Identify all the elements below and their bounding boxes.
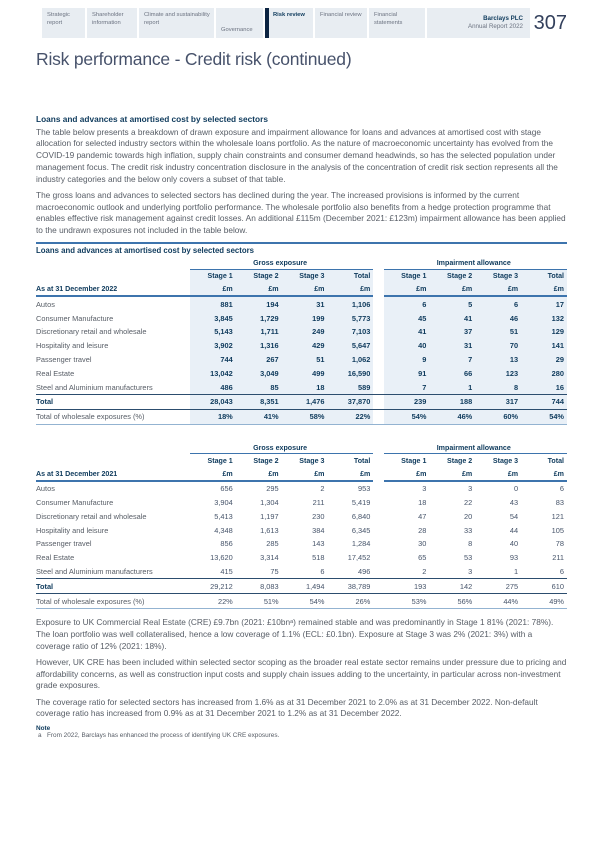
cell-value: 18 [418,498,427,508]
cell-value: 211 [552,553,564,563]
cell-value: 41% [236,409,282,424]
row-label: Passenger travel [36,355,92,364]
gutter-cell [373,467,383,481]
cell-value: 8,083 [236,579,282,594]
gutter-cell [373,454,383,467]
footnote-item [36,732,567,739]
gutter-cell [373,510,383,524]
cell-value: 16 [521,380,567,394]
cell-value: 2 [422,567,427,577]
cell-value: 6 [384,296,430,311]
table-row [36,339,567,353]
table-row [36,565,567,579]
cell-value: 744 [521,394,567,409]
cell-value: 54 [509,511,519,521]
col-header-stage-2: Stage 2 [236,269,282,282]
cell-value: 8 [468,539,473,549]
cell-value: 22% [327,409,373,424]
cell-value: 17 [521,296,567,311]
row-label: Total [36,394,190,409]
cell-value: 49% [521,594,567,609]
cell-value: 60% [475,409,521,424]
table-row [36,409,567,424]
cell-value: 29 [521,353,567,367]
col-header-stage-3: Stage 3 [492,456,519,465]
cell-value: 45 [384,311,430,325]
cell-value: 280 [521,366,567,380]
gutter-cell [373,296,383,311]
cell-value: 4,348 [214,525,233,535]
gutter-cell [373,481,383,496]
cell-value: 129 [521,325,567,339]
gutter-cell [373,565,383,579]
brand-name: Barclays PLC [483,14,523,22]
intro-paragraph-1: The table below presents a breakdown of drawn exposure and impairment allowance for loans and advances at amortised cost with stage allocation for selected industry sectors within the wholesale loans portfolio. As the nature of macroeconomic uncertainty has evolved from the COVID-19 pandemic towards high inflation, supply chain constraints and consumer demand headwinds, so has the selected population under management focus. The credit risk industry concentration disclosure in the analysis of the concentration of credit risk section represents all the industry categories and the below only covers a subset of that table. [36,126,558,184]
col-header-total: Total [521,269,567,282]
cell-value: 54% [521,409,567,424]
col-header-stage-3: Stage 3 [299,456,325,465]
cell-value: 66 [429,366,475,380]
cell-value: 51 [282,353,328,367]
cell-value: 5,143 [190,325,236,339]
closing-text [36,617,567,720]
gutter-cell [373,380,383,394]
unit-label: £m [475,467,521,481]
cell-value: 31 [282,296,328,311]
tab-strip [42,8,425,38]
unit-label: £m [327,467,373,481]
cell-value: 41 [429,311,475,325]
cell-value: 93 [509,553,519,563]
tab-bar [42,8,530,38]
table-row [36,551,567,565]
cell-value: 53 [464,553,473,563]
unit-label: £m [236,283,282,297]
tab-label: Governance [221,27,253,34]
row-label: Discretionary retail and wholesale [36,511,147,521]
cell-value: 610 [521,579,567,594]
cell-value: 6,345 [351,525,371,535]
cell-value: 58% [282,409,328,424]
tab-shareholder-information[interactable] [87,8,137,38]
cell-value: 1 [513,567,519,577]
cell-value: 1,106 [327,296,373,311]
cell-value: 415 [220,567,233,577]
cell-value: 123 [475,366,521,380]
cell-value: 5,647 [327,339,373,353]
cell-value: 54% [282,594,328,609]
col-header-total: Total [547,456,564,465]
col-header-stage-1: Stage 1 [401,456,427,465]
cell-value: 78 [555,539,564,549]
tab-label: Risk review [273,12,305,18]
cell-value: 1 [429,380,475,394]
table-spacer [36,425,567,442]
unit-label: £m [521,283,567,297]
col-header-stage-2: Stage 2 [429,269,475,282]
cell-value: 486 [190,380,236,394]
page-number: 307 [533,12,567,34]
cell-value: 5 [429,296,475,311]
cell-value: 121 [551,511,564,521]
cell-value: 230 [312,511,325,521]
cell-value: 28 [418,525,427,535]
gutter-cell [373,496,383,510]
table-row [36,325,567,339]
cell-value: 44 [509,525,519,535]
closing-paragraph-1: Exposure to UK Commercial Real Estate (CRE) £9.7bn (2021: £10bnᵃ) remained stable and was predominantly in Stage 1 81% (2021: 78%). The loan portfolio was well collateralised, hence a low coverage of 1.1% (ECL: £0.1bn). Exposure at Stage 3 was 2% (2021: 3%) with a coverage ratio of 12% (2021: 18%). [36,617,554,651]
group-header-impairment-allowance: Impairment allowance [384,442,567,454]
tab-label: Strategic report [47,12,70,26]
unit-label: £m [282,283,328,297]
cell-value: 496 [358,567,371,577]
cell-value: 54% [384,409,430,424]
col-header-stage-1: Stage 1 [207,456,233,465]
cell-value: 429 [282,339,328,353]
cell-value: 1,729 [236,311,282,325]
cell-value: 8 [475,380,521,394]
cell-value: 20 [464,511,473,521]
row-label: Discretionary retail and wholesale [36,327,147,337]
cell-value: 6,840 [351,511,371,521]
section-heading: Loans and advances at amortised cost by selected sectors [36,114,268,124]
cell-value: 317 [475,394,521,409]
cell-value: 31 [429,339,475,353]
spacer-cell [36,454,190,467]
cell-value: 6 [320,567,325,577]
spacer-cell [36,442,190,454]
cell-value: 199 [282,311,328,325]
col-header-stage-2: Stage 2 [253,456,279,465]
unit-label: £m [384,283,430,297]
cell-value: 3,845 [190,311,236,325]
cell-value: 3,902 [190,339,236,353]
table-row [36,510,567,524]
cell-value: 28,043 [190,394,236,409]
unit-label: £m [190,467,236,481]
spacer-cell [36,269,190,282]
cell-value: 856 [220,539,233,549]
unit-label: £m [429,467,475,481]
gutter-cell [373,594,383,609]
cell-value: 656 [220,484,233,494]
tab-label: Financial review [320,12,362,18]
cell-value: 6 [475,296,521,311]
footnote-block [36,725,567,740]
row-label: Steel and Aluminium manufacturers [36,382,153,392]
table-row [36,353,567,367]
brand-block [427,8,530,38]
cell-value: 43 [509,498,519,508]
cell-value: 85 [236,380,282,394]
row-label: Total [36,579,190,594]
group-header-gross-exposure: Gross exposure [190,442,373,454]
group-header-gross-exposure: Gross exposure [190,257,373,269]
row-label: Hospitality and leisure [36,341,109,351]
footnote-marker: a [38,732,42,740]
unit-label: £m [384,467,430,481]
footnote-text: From 2022, Barclays has enhanced the process of identifying UK CRE exposures. [47,732,280,740]
cell-value: 295 [266,484,279,494]
tab-label: Climate and sustainability report [144,12,210,26]
row-label: Total of wholesale exposures (%) [36,594,190,609]
cell-value: 22% [190,594,236,609]
cell-value: 589 [327,380,373,394]
cell-value: 33 [464,525,473,535]
cell-value: 83 [555,498,564,508]
gutter-cell [373,442,383,454]
cell-value: 105 [551,525,564,535]
table-row [36,366,567,380]
cell-value: 7,103 [327,325,373,339]
cell-value: 46 [475,311,521,325]
gutter-cell [373,394,383,409]
unit-label: £m [190,283,236,297]
unit-label: £m [282,467,328,481]
closing-paragraph-2: However, UK CRE has been included within selected sector scoping as the broader real estate sector remains under pressure due to pricing and affordability concerns, as well as construction input costs and supply chain issues adding to the uncertainty, in particular across non-investment grade exposures. [36,656,567,691]
cell-value: 6 [559,567,564,577]
tab-label: Financial statements [374,12,403,26]
cell-value: 41 [384,325,430,339]
cell-value: 46% [429,409,475,424]
cell-value: 384 [312,525,325,535]
row-label: Steel and Aluminium manufacturers [36,567,153,577]
cell-value: 65 [418,553,427,563]
tab-climate-and-sustainability-report[interactable] [139,8,214,38]
footnote-heading: Note [36,724,51,732]
table-row [36,394,567,409]
row-label: Real Estate [36,368,75,378]
cell-value: 132 [521,311,567,325]
cell-value: 18% [190,409,236,424]
cell-value: 13 [475,353,521,367]
row-label: Total of wholesale exposures (%) [36,409,190,424]
cell-value: 499 [282,366,328,380]
cell-value: 193 [384,579,430,594]
cell-value: 13,620 [210,553,233,563]
cell-value: 75 [270,567,279,577]
table-title: Loans and advances at amortised cost by selected sectors [36,242,567,258]
unit-label: £m [429,283,475,297]
tab-financial-statements[interactable] [369,8,425,38]
cell-value: 91 [384,366,430,380]
gutter-cell [373,339,383,353]
cell-value: 22 [464,498,473,508]
row-label: Real Estate [36,553,75,563]
sectors-table-2022 [36,257,567,424]
cell-value: 953 [358,484,371,494]
tab-risk-review[interactable] [265,8,313,38]
cell-value: 8,351 [236,394,282,409]
cell-value: 881 [190,296,236,311]
row-label: Autos [36,484,55,494]
unit-label: £m [521,467,567,481]
tab-strategic-report[interactable] [42,8,85,38]
row-label: Autos [36,299,55,309]
unit-row [36,283,567,297]
table-row [36,579,567,594]
cell-value: 0 [513,484,519,494]
cell-value: 285 [266,539,279,549]
gutter-cell [373,537,383,551]
col-header-stage-3: Stage 3 [282,269,328,282]
gutter-cell [373,325,383,339]
cell-value: 3 [468,567,473,577]
unit-label: £m [475,283,521,297]
cell-value: 38,789 [327,579,373,594]
gutter-cell [373,269,383,282]
table-row [36,296,567,311]
gutter-cell [373,353,383,367]
cell-value: 51 [475,325,521,339]
cell-value: 40 [509,539,519,549]
cell-value: 47 [418,511,427,521]
unit-label: £m [327,283,373,297]
tab-financial-review[interactable] [315,8,367,38]
gutter-cell [373,283,383,297]
cell-value: 141 [521,339,567,353]
col-header-stage-2: Stage 2 [447,456,473,465]
cell-value: 1,284 [351,539,371,549]
col-header-stage-1: Stage 1 [190,269,236,282]
cell-value: 1,197 [260,511,279,521]
table-row [36,523,567,537]
col-header-total: Total [327,269,373,282]
unit-label: £m [236,467,282,481]
cell-value: 1,476 [282,394,328,409]
tab-governance[interactable] [216,8,263,38]
group-header-row [36,257,567,269]
as-at-date: As at 31 December 2022 [36,283,190,297]
cell-value: 6 [559,484,564,494]
cell-value: 26% [327,594,373,609]
cell-value: 53% [384,594,430,609]
cell-value: 17,452 [347,553,371,563]
cell-value: 16,590 [327,366,373,380]
tables-container [36,242,567,609]
cell-value: 1,613 [260,525,279,535]
cell-value: 3,314 [260,553,279,563]
cell-value: 40 [384,339,430,353]
cell-value: 30 [418,539,427,549]
cell-value: 518 [312,553,325,563]
cell-value: 5,773 [327,311,373,325]
gutter-cell [373,257,383,269]
cell-value: 9 [384,353,430,367]
table-row [36,380,567,394]
spacer-cell [36,257,190,269]
table-row [36,311,567,325]
row-label: Passenger travel [36,539,92,549]
table-row [36,594,567,609]
group-header-row [36,442,567,454]
cell-value: 37,870 [327,394,373,409]
row-label: Hospitality and leisure [36,525,109,535]
cell-value: 3,049 [236,366,282,380]
table-row [36,496,567,510]
row-label: Consumer Manufacture [36,498,114,508]
cell-value: 143 [312,539,325,549]
table-row [36,537,567,551]
cell-value: 744 [190,353,236,367]
cell-value: 7 [384,380,430,394]
cell-value: 188 [429,394,475,409]
cell-value: 1,304 [260,498,279,508]
col-header-stage-3: Stage 3 [475,269,521,282]
cell-value: 1,062 [327,353,373,367]
unit-row [36,467,567,481]
gutter-cell [373,551,383,565]
cell-value: 2 [320,484,325,494]
cell-value: 13,042 [190,366,236,380]
cell-value: 18 [282,380,328,394]
sectors-table-2021 [36,442,567,609]
as-at-date: As at 31 December 2021 [36,467,190,481]
group-header-impairment-allowance: Impairment allowance [384,257,567,269]
cell-value: 239 [384,394,430,409]
cell-value: 1,316 [236,339,282,353]
cell-value: 1,711 [236,325,282,339]
cell-value: 267 [236,353,282,367]
row-label: Consumer Manufacture [36,313,114,323]
tab-label: Shareholder information [92,12,124,26]
cell-value: 275 [475,579,521,594]
stage-header-row [36,269,567,282]
cell-value: 194 [236,296,282,311]
cell-value: 44% [475,594,521,609]
brand-subtitle: Annual Report 2022 [467,23,523,30]
closing-paragraph-3: The coverage ratio for selected sectors has increased from 1.6% as at 31 December 2021 to 2.0% as at 31 December 2022. Non-default coverage ratio has increased from 0.9% as at 31 December 2021 to 1.2% as at 31 December 2022. [36,696,538,719]
col-header-total: Total [353,456,371,465]
gutter-cell [373,366,383,380]
cell-value: 3,904 [214,498,233,508]
cell-value: 1,494 [282,579,328,594]
intro-paragraph-2: The gross loans and advances to selected sectors has declined during the year. The increased provisions is informed by the current macroeconomic outlook and underlying portfolio performance. The wholesale portfolio also benefits from a hedge protection programme that enables effective risk management against credit losses. An additional £115m (December 2021: £123m) impairment allowance has been applied to the undrawn exposures not included in the table below. [36,189,566,236]
table-row [36,481,567,496]
cell-value: 70 [475,339,521,353]
cell-value: 51% [236,594,282,609]
cell-value: 56% [429,594,475,609]
cell-value: 7 [429,353,475,367]
cell-value: 3 [468,484,473,494]
col-header-stage-1: Stage 1 [384,269,430,282]
cell-value: 5,419 [351,498,371,508]
cell-value: 29,212 [190,579,236,594]
top-bar [36,8,567,38]
cell-value: 142 [429,579,475,594]
cell-value: 211 [312,498,325,508]
gutter-cell [373,523,383,537]
cell-value: 37 [429,325,475,339]
cell-value: 249 [282,325,328,339]
stage-header-row [36,454,567,467]
gutter-cell [373,409,383,424]
gutter-cell [373,311,383,325]
page-title: Risk performance - Credit risk (continued) [36,49,352,69]
cell-value: 3 [422,484,427,494]
gutter-cell [373,579,383,594]
cell-value: 5,413 [214,511,233,521]
